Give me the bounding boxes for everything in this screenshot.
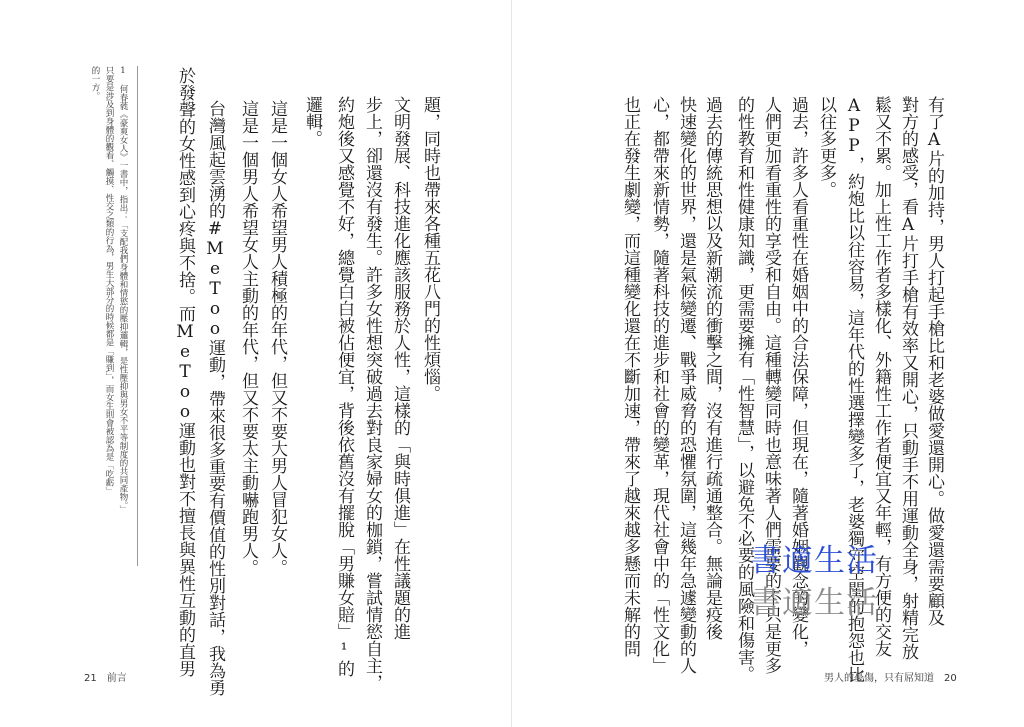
text-column: 有了A片的加持，男人打起手槍比和老婆做愛還開心。做愛還需要顧及 xyxy=(924,96,944,626)
page-number-left: 21 前言 xyxy=(84,673,127,684)
footnote-rule xyxy=(137,66,138,566)
footnote-line: 的一方。 xyxy=(90,66,100,100)
watermark-blue: 書適生活 xyxy=(750,543,878,579)
text-column: 題，同時也帶來各種五花八門的性煩惱。 xyxy=(420,96,440,402)
text-column: 以往多更多。 xyxy=(816,96,836,198)
watermark-gray: 書適生活 xyxy=(750,585,878,621)
text-column: 這是一個女人希望男人積極的年代，但又不要大男人冒犯女人。 xyxy=(267,100,287,576)
text-column: 快速變化的世界，還是氣候變遷、戰爭威脅的恐懼氛圍，這幾年急遽變動的人 xyxy=(676,96,696,674)
text-column: 的性教育和性健康知識，更需要擁有「性智慧」，以避免不必要的風險和傷害。 xyxy=(734,96,754,683)
text-column: 台灣風起雲湧的#MeToo運動，帶來很多重要有價值的性別對話，我為勇 xyxy=(205,100,225,696)
text-column: 步上，卻還沒有發生。許多女性想突破過去對良家婦女的枷鎖，嘗試情慾自主， xyxy=(362,96,382,691)
text-column: APP，約炮比以往容易，這年代的性選擇變多了，老婆獨守空閨的抱怨也比 xyxy=(844,96,864,683)
text-column: 文明發展、科技進化應該服務於人性，這樣的「與時俱進」在性議題的進 xyxy=(390,96,410,640)
page-number-right: 男人的憂傷，只有屌知道 20 xyxy=(824,673,957,684)
text-column: 這是一個男人希望女人主動的年代，但又不要太主動嚇跑男人。 xyxy=(238,100,258,576)
text-column: 邏輯。 xyxy=(302,96,322,147)
text-column: 人們更加看重性的享受和自由。這種轉變同時也意味著人們需要的不只是更多 xyxy=(761,96,781,674)
footnote-line: 只要是涉及到身體的觀看、觸摸、性交之類的行為，男生大部分的時候都是「賺到」，而女生則會被認為是「吃虧」 xyxy=(104,66,114,496)
text-column: 過去，許多人看重性在婚姻中的合法保障，但現在，隨著婚姻觀念的變化， xyxy=(788,96,808,657)
text-column: 過去的傳統思想以及新潮流的衝擊之間，沒有進行疏通整合。無論是疫後 xyxy=(702,96,722,640)
text-column: 鬆又不累。加上性工作者多樣化、外籍性工作者便宜又年輕，有方便的交友 xyxy=(871,96,891,657)
text-column: 於發聲的女性感到心疼與不捨。而MeToo運動也對不擅長與異性互動的直男 xyxy=(175,67,195,677)
footnote-line: 1 何春蕤《豪爽女人》一書中，指出：「支配我們身體和情慾的壓抑邏輯，是性壓抑與男女不平等制度的共同產物。」 xyxy=(118,66,128,514)
text-column: 也正在發生劇變，而這種變化還在不斷加速，帶來了越來越多懸而未解的問 xyxy=(620,96,640,657)
page-gutter xyxy=(511,0,512,727)
text-column: 對方的感受，看A片打手槍有效率又開心，只動手不用運動全身，射精完放 xyxy=(898,96,918,660)
text-column: 心，都帶來新情勢，隨著科技的進步和社會的變革，現代社會中的「性文化」 xyxy=(649,96,669,674)
text-column: 約炮後又感覺不好，總覺白白被佔便宜，背後依舊沒有擺脫「男賺女賠」¹的 xyxy=(334,96,354,677)
